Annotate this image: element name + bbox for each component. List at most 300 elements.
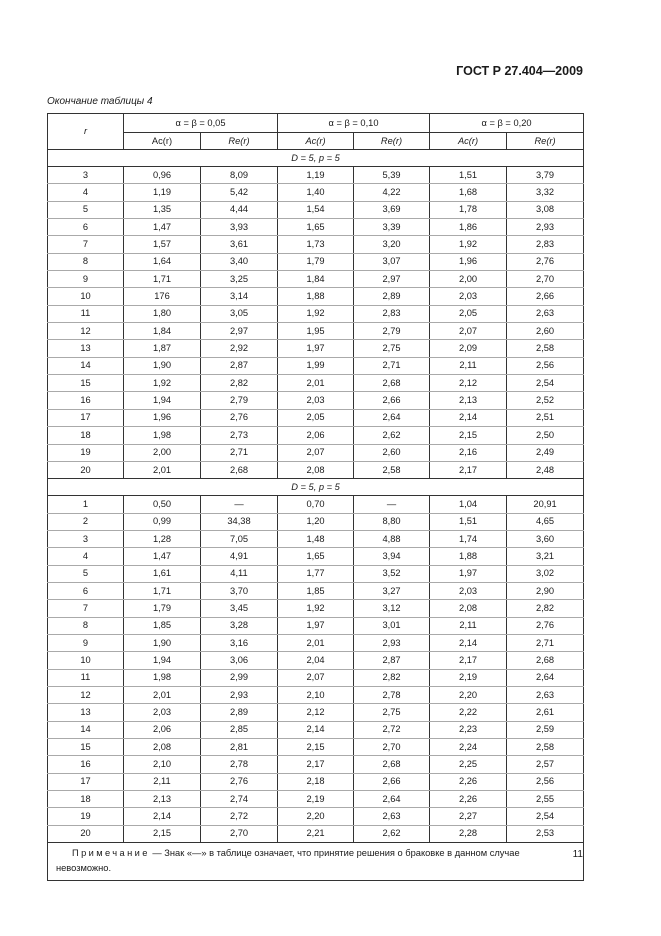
table-row [48,582,584,599]
value-cell: 2,71 [201,444,278,461]
value-cell: 3,05 [201,305,278,322]
table-row [48,409,584,426]
subheader-re: Re(r) [354,133,430,150]
value-cell: 3,21 [507,548,584,565]
row-index-cell: 6 [48,582,124,599]
value-cell: 2,64 [507,669,584,686]
value-cell: 2,27 [430,808,507,825]
value-cell: 3,45 [201,600,278,617]
value-cell: 3,40 [201,253,278,270]
value-cell: 2,56 [507,773,584,790]
value-cell: 2,62 [354,427,430,444]
section-title: D = 5, p = 5 [48,479,584,496]
value-cell: 1,97 [278,617,354,634]
value-cell: 8,80 [354,513,430,530]
value-cell: 2,72 [354,721,430,738]
table-row [48,305,584,322]
value-cell: 1,51 [430,167,507,184]
value-cell: 2,68 [507,652,584,669]
value-cell: 2,14 [430,634,507,651]
value-cell: 3,02 [507,565,584,582]
value-cell: 2,48 [507,461,584,478]
value-cell: 2,19 [430,669,507,686]
row-index-cell: 9 [48,634,124,651]
value-cell: 2,66 [354,773,430,790]
row-index-header: r [48,114,124,150]
value-cell: 2,00 [430,271,507,288]
value-cell: 3,25 [201,271,278,288]
value-cell: 2,75 [354,340,430,357]
table-row [48,825,584,842]
table-row [48,461,584,478]
group-header-alpha-005: α = β = 0,05 [124,114,278,133]
row-index-cell: 19 [48,444,124,461]
table-row [48,340,584,357]
value-cell: 1,47 [124,548,201,565]
table-row [48,808,584,825]
value-cell: 3,93 [201,219,278,236]
table-row [48,756,584,773]
value-cell: 1,97 [278,340,354,357]
value-cell: 2,64 [354,409,430,426]
value-cell: 3,52 [354,565,430,582]
row-index-cell: 13 [48,340,124,357]
value-cell: 2,82 [354,669,430,686]
row-index-cell: 8 [48,617,124,634]
value-cell: 2,03 [430,288,507,305]
value-cell: 1,88 [278,288,354,305]
row-index-cell: 17 [48,773,124,790]
value-cell: 2,03 [124,704,201,721]
value-cell: 2,10 [278,686,354,703]
row-index-cell: 18 [48,427,124,444]
value-cell: 2,66 [354,392,430,409]
value-cell: 1,96 [124,409,201,426]
subheader-re: Re(r) [201,133,278,150]
section-header-row [48,479,584,496]
value-cell: 2,20 [430,686,507,703]
row-index-cell: 20 [48,461,124,478]
value-cell: 1,97 [430,565,507,582]
value-cell: 2,18 [278,773,354,790]
header-row-subcolumns [48,133,584,150]
value-cell: 2,09 [430,340,507,357]
value-cell: 0,70 [278,496,354,513]
value-cell: 1,92 [278,305,354,322]
row-index-cell: 8 [48,253,124,270]
table-row [48,686,584,703]
value-cell: 2,15 [430,427,507,444]
value-cell: 5,39 [354,167,430,184]
value-cell: 2,82 [507,600,584,617]
row-index-cell: 5 [48,201,124,218]
table-row [48,704,584,721]
value-cell: 2,06 [278,427,354,444]
value-cell: 2,83 [354,305,430,322]
table-note [48,843,584,881]
value-cell: 3,14 [201,288,278,305]
section-header-row [48,150,584,167]
value-cell: 2,14 [278,721,354,738]
table-row [48,496,584,513]
value-cell: 2,58 [507,739,584,756]
value-cell: 2,78 [354,686,430,703]
value-cell: 2,68 [354,375,430,392]
value-cell: 1,35 [124,201,201,218]
value-cell: 1,71 [124,582,201,599]
value-cell: 2,60 [354,444,430,461]
value-cell: 2,72 [201,808,278,825]
value-cell: 2,14 [124,808,201,825]
value-cell: 2,01 [278,375,354,392]
row-index-cell: 1 [48,496,124,513]
value-cell: 2,05 [278,409,354,426]
value-cell: 2,03 [278,392,354,409]
value-cell: 1,94 [124,392,201,409]
row-index-cell: 16 [48,392,124,409]
value-cell: 1,80 [124,305,201,322]
value-cell: 3,61 [201,236,278,253]
value-cell: 3,12 [354,600,430,617]
value-cell: 2,92 [201,340,278,357]
value-cell: 2,07 [278,444,354,461]
value-cell: 2,89 [201,704,278,721]
value-cell: 1,20 [278,513,354,530]
value-cell: 2,15 [278,739,354,756]
value-cell: 3,07 [354,253,430,270]
header-row-groups [48,114,584,133]
value-cell: 4,11 [201,565,278,582]
row-index-cell: 5 [48,565,124,582]
value-cell: 3,94 [354,548,430,565]
value-cell: 3,39 [354,219,430,236]
value-cell: 2,23 [430,721,507,738]
subheader-ac: Ac(r) [278,133,354,150]
value-cell: 1,92 [430,236,507,253]
value-cell: 2,11 [430,357,507,374]
table-row [48,167,584,184]
value-cell: 2,62 [354,825,430,842]
value-cell: 1,65 [278,548,354,565]
value-cell: 1,68 [430,184,507,201]
value-cell: 2,58 [354,461,430,478]
value-cell: 2,66 [507,288,584,305]
value-cell: 1,85 [278,582,354,599]
value-cell: 3,69 [354,201,430,218]
value-cell: 2,63 [507,686,584,703]
value-cell: 2,00 [124,444,201,461]
value-cell: 1,84 [124,323,201,340]
value-cell: 2,97 [201,323,278,340]
value-cell: 4,91 [201,548,278,565]
value-cell: 3,79 [507,167,584,184]
value-cell: 7,05 [201,530,278,547]
value-cell: 3,06 [201,652,278,669]
value-cell: 2,90 [507,582,584,599]
row-index-cell: 4 [48,548,124,565]
table-row [48,201,584,218]
value-cell: 1,57 [124,236,201,253]
value-cell: 1,71 [124,271,201,288]
value-cell: 2,70 [354,739,430,756]
value-cell: 2,14 [430,409,507,426]
value-cell: 1,79 [278,253,354,270]
table-row [48,288,584,305]
value-cell: 2,11 [430,617,507,634]
value-cell: 2,54 [507,375,584,392]
value-cell: 1,19 [124,184,201,201]
value-cell: 2,71 [507,634,584,651]
value-cell: 2,28 [430,825,507,842]
row-index-cell: 2 [48,513,124,530]
value-cell: 1,96 [430,253,507,270]
value-cell: 1,87 [124,340,201,357]
value-cell: 1,88 [430,548,507,565]
value-cell: 2,93 [507,219,584,236]
section-title: D = 5, p = 5 [48,150,584,167]
value-cell: 2,10 [124,756,201,773]
note-label: Примечание [72,848,150,859]
row-index-cell: 3 [48,530,124,547]
value-cell: 2,70 [201,825,278,842]
table-row [48,773,584,790]
table-row [48,323,584,340]
table-row [48,634,584,651]
value-cell: 1,19 [278,167,354,184]
group-header-alpha-020: α = β = 0,20 [430,114,584,133]
value-cell: 1,90 [124,357,201,374]
value-cell: 2,81 [201,739,278,756]
value-cell: 2,22 [430,704,507,721]
value-cell: 2,49 [507,444,584,461]
value-cell: 1,54 [278,201,354,218]
value-cell: 2,12 [278,704,354,721]
table-row [48,791,584,808]
value-cell: 1,74 [430,530,507,547]
value-cell: 2,63 [507,305,584,322]
value-cell: 1,98 [124,427,201,444]
value-cell: 2,13 [124,791,201,808]
value-cell: 3,20 [354,236,430,253]
sampling-plan-table [47,113,584,881]
value-cell: 2,20 [278,808,354,825]
value-cell: 1,77 [278,565,354,582]
row-index-cell: 4 [48,184,124,201]
value-cell: 3,70 [201,582,278,599]
value-cell: 2,17 [430,461,507,478]
subheader-ac: Ac(r) [430,133,507,150]
value-cell: 2,26 [430,773,507,790]
value-cell: 20,91 [507,496,584,513]
value-cell: 2,50 [507,427,584,444]
table-caption: Окончание таблицы 4 [47,96,153,107]
table-row [48,600,584,617]
value-cell: 2,61 [507,704,584,721]
table-row [48,236,584,253]
row-index-cell: 17 [48,409,124,426]
value-cell: 1,78 [430,201,507,218]
value-cell: 2,87 [201,357,278,374]
value-cell: 2,24 [430,739,507,756]
value-cell: 5,42 [201,184,278,201]
row-index-cell: 12 [48,686,124,703]
value-cell: 2,63 [354,808,430,825]
value-cell: — [354,496,430,513]
value-cell: 2,19 [278,791,354,808]
value-cell: 3,28 [201,617,278,634]
row-index-cell: 14 [48,721,124,738]
value-cell: 2,99 [201,669,278,686]
value-cell: 2,08 [124,739,201,756]
value-cell: — [201,496,278,513]
value-cell: 2,79 [201,392,278,409]
value-cell: 2,71 [354,357,430,374]
table-row [48,375,584,392]
table-row [48,427,584,444]
value-cell: 2,07 [430,323,507,340]
table-row [48,219,584,236]
subheader-ac: Ac(r) [124,133,201,150]
value-cell: 2,56 [507,357,584,374]
table-row [48,617,584,634]
value-cell: 2,07 [278,669,354,686]
value-cell: 3,32 [507,184,584,201]
row-index-cell: 13 [48,704,124,721]
value-cell: 1,92 [124,375,201,392]
row-index-cell: 15 [48,375,124,392]
value-cell: 2,68 [354,756,430,773]
value-cell: 2,52 [507,392,584,409]
table-row [48,721,584,738]
value-cell: 1,84 [278,271,354,288]
value-cell: 1,64 [124,253,201,270]
table-row [48,530,584,547]
value-cell: 2,82 [201,375,278,392]
document-code: ГОСТ Р 27.404—2009 [456,64,583,78]
table-row [48,565,584,582]
value-cell: 2,51 [507,409,584,426]
row-index-cell: 11 [48,669,124,686]
table-row [48,271,584,288]
value-cell: 1,51 [430,513,507,530]
value-cell: 2,05 [430,305,507,322]
value-cell: 2,78 [201,756,278,773]
value-cell: 1,85 [124,617,201,634]
table-row [48,392,584,409]
value-cell: 2,68 [201,461,278,478]
value-cell: 2,21 [278,825,354,842]
value-cell: 2,57 [507,756,584,773]
value-cell: 1,90 [124,634,201,651]
value-cell: 2,73 [201,427,278,444]
row-index-cell: 7 [48,600,124,617]
value-cell: 1,40 [278,184,354,201]
value-cell: 2,76 [507,253,584,270]
value-cell: 2,06 [124,721,201,738]
value-cell: 3,27 [354,582,430,599]
value-cell: 1,86 [430,219,507,236]
value-cell: 2,60 [507,323,584,340]
row-index-cell: 11 [48,305,124,322]
row-index-cell: 9 [48,271,124,288]
value-cell: 1,73 [278,236,354,253]
note-row [48,843,584,881]
value-cell: 2,97 [354,271,430,288]
row-index-cell: 15 [48,739,124,756]
value-cell: 2,87 [354,652,430,669]
value-cell: 1,47 [124,219,201,236]
value-cell: 2,16 [430,444,507,461]
value-cell: 2,17 [430,652,507,669]
value-cell: 2,12 [430,375,507,392]
value-cell: 1,04 [430,496,507,513]
value-cell: 4,22 [354,184,430,201]
subheader-re: Re(r) [507,133,584,150]
value-cell: 2,89 [354,288,430,305]
row-index-cell: 19 [48,808,124,825]
value-cell: 2,58 [507,340,584,357]
value-cell: 2,01 [278,634,354,651]
value-cell: 2,83 [507,236,584,253]
value-cell: 2,25 [430,756,507,773]
value-cell: 2,93 [201,686,278,703]
value-cell: 176 [124,288,201,305]
value-cell: 8,09 [201,167,278,184]
value-cell: 2,17 [278,756,354,773]
row-index-cell: 6 [48,219,124,236]
value-cell: 2,08 [430,600,507,617]
value-cell: 2,08 [278,461,354,478]
row-index-cell: 18 [48,791,124,808]
row-index-cell: 14 [48,357,124,374]
value-cell: 2,03 [430,582,507,599]
table-row [48,253,584,270]
table-row [48,739,584,756]
value-cell: 2,75 [354,704,430,721]
value-cell: 2,13 [430,392,507,409]
value-cell: 4,88 [354,530,430,547]
value-cell: 4,44 [201,201,278,218]
value-cell: 1,94 [124,652,201,669]
table-row [48,357,584,374]
value-cell: 1,95 [278,323,354,340]
note-text: — Знак «—» в таблице означает, что принятие решения о браковке в данном случае невозможно. [56,848,520,874]
table-row [48,548,584,565]
value-cell: 2,26 [430,791,507,808]
value-cell: 2,76 [201,409,278,426]
value-cell: 2,11 [124,773,201,790]
value-cell: 1,92 [278,600,354,617]
value-cell: 3,01 [354,617,430,634]
value-cell: 2,74 [201,791,278,808]
value-cell: 2,93 [354,634,430,651]
value-cell: 2,53 [507,825,584,842]
value-cell: 2,85 [201,721,278,738]
group-header-alpha-010: α = β = 0,10 [278,114,430,133]
value-cell: 3,60 [507,530,584,547]
value-cell: 2,04 [278,652,354,669]
value-cell: 2,64 [354,791,430,808]
value-cell: 2,79 [354,323,430,340]
value-cell: 34,38 [201,513,278,530]
value-cell: 2,01 [124,461,201,478]
table-row [48,652,584,669]
row-index-cell: 7 [48,236,124,253]
value-cell: 2,55 [507,791,584,808]
row-index-cell: 10 [48,288,124,305]
value-cell: 1,99 [278,357,354,374]
row-index-cell: 12 [48,323,124,340]
